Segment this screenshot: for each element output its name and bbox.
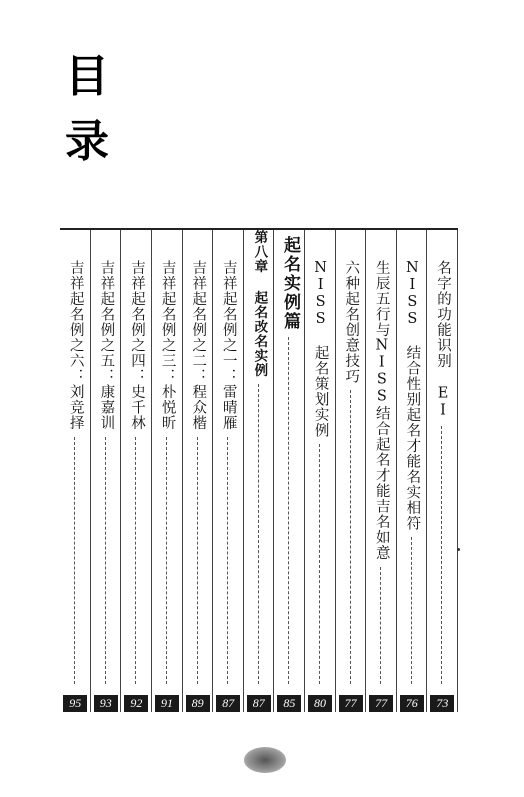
dot-leader <box>197 437 198 684</box>
toc-page-number: 76 <box>400 695 424 712</box>
column-divider <box>90 230 91 712</box>
dot-leader <box>258 384 259 684</box>
toc-entry-title: 名字的功能识别 ΕΙ <box>434 260 451 420</box>
toc-page-number: 95 <box>63 695 87 712</box>
toc-entry-title: 吉祥起名例之四：史千林 <box>128 260 145 431</box>
column-divider <box>120 230 121 712</box>
column-divider <box>151 230 152 712</box>
toc-entry-title: 吉祥起名例之二：程众楷 <box>190 260 207 431</box>
dot-leader <box>288 337 289 684</box>
toc-entry[interactable] <box>274 230 305 712</box>
toc-entry[interactable] <box>152 230 183 712</box>
column-divider <box>273 230 274 712</box>
page-ornament <box>244 747 286 773</box>
toc-entry-title: NISS 结合性别起名才能名实相符 <box>404 260 421 531</box>
dot-leader <box>350 390 351 684</box>
toc-entry-title: 吉祥起名例之一：雷晴雁 <box>220 260 237 431</box>
dot-leader <box>166 437 167 684</box>
toc-page-number: 92 <box>124 695 148 712</box>
column-divider <box>304 230 305 712</box>
dot-leader <box>227 437 228 684</box>
toc-heading-char-1: 目 <box>65 51 109 102</box>
toc-entry-title: 生辰五行与NISS结合起名才能吉名如意 <box>373 260 390 561</box>
toc-entry[interactable] <box>336 230 367 712</box>
toc-entry[interactable] <box>183 230 214 712</box>
toc-entry[interactable] <box>60 230 91 712</box>
toc-page-number: 85 <box>277 695 301 712</box>
toc-page-number: 77 <box>369 695 393 712</box>
toc-page-number: 87 <box>216 695 240 712</box>
toc-entry-title: 起名实例篇 <box>279 236 300 331</box>
dot-leader <box>105 437 106 684</box>
toc-page-number: 87 <box>247 695 271 712</box>
toc-page-number: 73 <box>430 695 454 712</box>
toc-entry[interactable] <box>244 230 275 712</box>
column-divider <box>365 230 366 712</box>
dot-leader <box>74 437 75 684</box>
column-divider <box>243 230 244 712</box>
toc-heading-char-2: 录 <box>65 116 109 167</box>
toc-entry[interactable] <box>213 230 244 712</box>
toc-page-number: 80 <box>308 695 332 712</box>
column-divider <box>335 230 336 712</box>
toc-entry-title: NISS 起名策划实例 <box>312 260 329 438</box>
toc-entry-title: 六种起名创意技巧 <box>343 260 360 384</box>
dot-leader <box>135 437 136 684</box>
dot-leader <box>411 537 412 684</box>
dot-leader <box>441 426 442 684</box>
toc-entry[interactable] <box>366 230 397 712</box>
toc-entry[interactable] <box>427 230 458 712</box>
toc-entry[interactable] <box>91 230 122 712</box>
toc-page-number: 93 <box>94 695 118 712</box>
toc-entry[interactable] <box>397 230 428 712</box>
toc-entry-title: 吉祥起名例之六：刘竞择 <box>67 260 84 431</box>
toc-entry-title: 吉祥起名例之三：朴悦昕 <box>159 260 176 431</box>
toc-entry[interactable] <box>305 230 336 712</box>
toc-entry-title: 吉祥起名例之五：康嘉训 <box>98 260 115 431</box>
column-divider <box>396 230 397 712</box>
column-divider <box>426 230 427 712</box>
toc-page-number: 89 <box>186 695 210 712</box>
dot-leader <box>319 444 320 684</box>
column-divider <box>182 230 183 712</box>
toc-entry-title: 第八章 起名改名实例 <box>251 230 268 378</box>
toc-page-number: 77 <box>339 695 363 712</box>
column-divider <box>212 230 213 712</box>
column-divider <box>457 230 458 712</box>
toc-page-number: 91 <box>155 695 179 712</box>
dot-leader <box>380 567 381 684</box>
print-speck <box>457 548 460 551</box>
toc-entry[interactable] <box>121 230 152 712</box>
